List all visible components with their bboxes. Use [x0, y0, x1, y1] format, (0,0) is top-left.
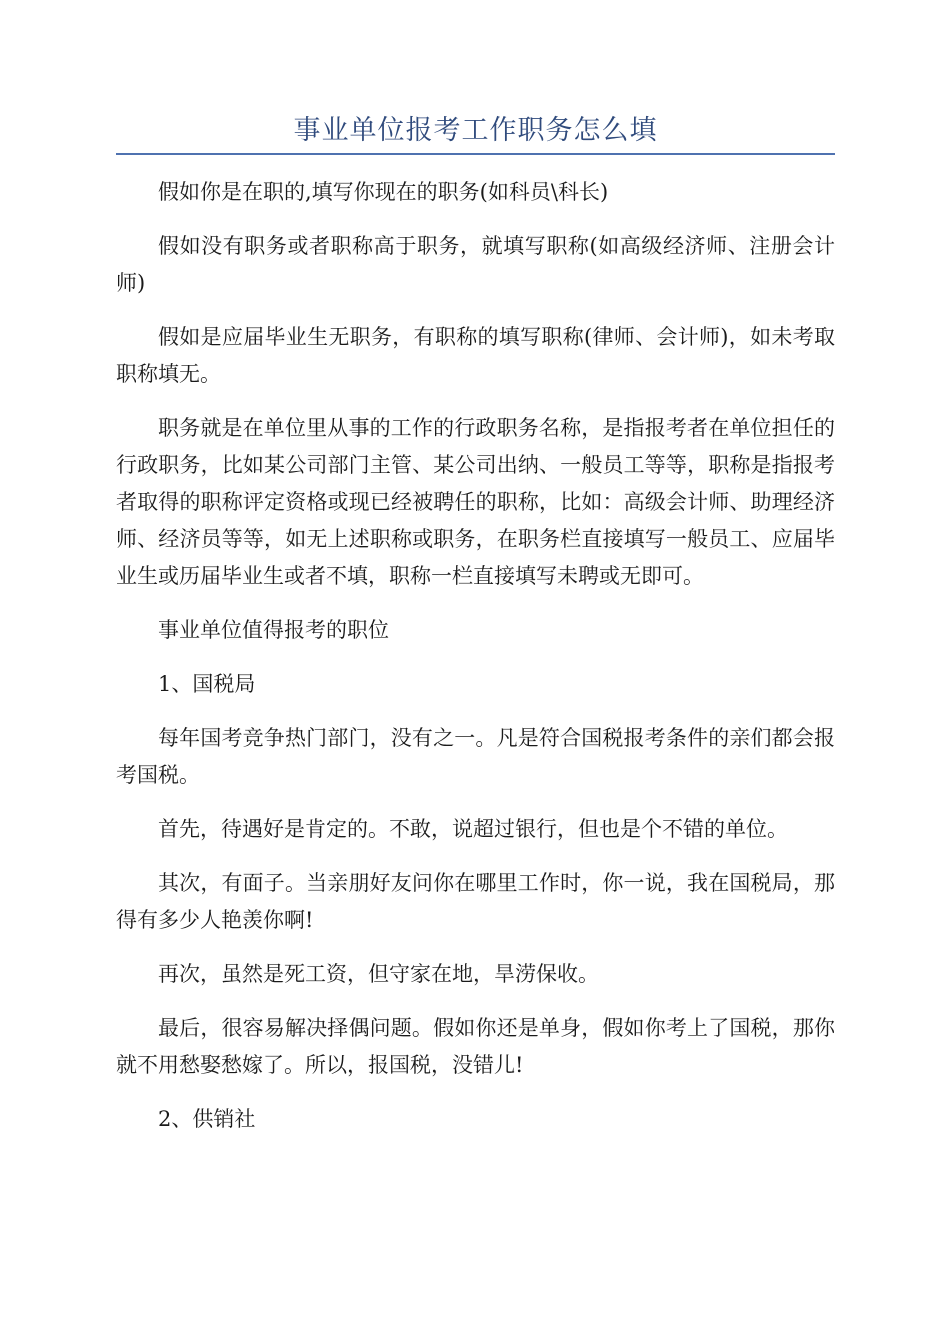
list-heading: 2、供销社 — [158, 1107, 256, 1131]
paragraph: 首先，待遇好是肯定的。不敢，说超过银行，但也是个不错的单位。 — [158, 817, 788, 841]
title-underline — [116, 153, 835, 155]
paragraph: 职务就是在单位里从事的工作的行政职务名称，是指报考者在单位担任的行政职务，比如某公司部门主管、某公司出纳、一般员工等等，职称是指报考者取得的职称评定资格或现已经被聘任的职称，比如：高级会计师、助理经济师、经济员等等，如无上述职称或职务，在职务栏直接填写一般员工、应届毕业生或历届毕业生或者不填，职称一栏直接填写未聘或无即可。 — [116, 416, 835, 588]
list-heading: 1、国税局 — [158, 672, 256, 696]
paragraph: 假如没有职务或者职称高于职务，就填写职称(如高级经济师、注册会计师) — [116, 234, 835, 295]
paragraph: 其次，有面子。当亲朋好友问你在哪里工作时，你一说，我在国税局，那得有多少人艳羡你啊! — [116, 871, 835, 932]
paragraph: 假如你是在职的,填写你现在的职务(如科员\科长) — [158, 180, 609, 204]
paragraph: 再次，虽然是死工资，但守家在地，旱涝保收。 — [158, 962, 599, 986]
paragraph: 每年国考竞争热门部门，没有之一。凡是符合国税报考条件的亲们都会报考国税。 — [116, 726, 835, 787]
paragraph: 最后，很容易解决择偶问题。假如你还是单身，假如你考上了国税，那你就不用愁娶愁嫁了。所以，报国税，没错儿! — [116, 1016, 835, 1077]
section-heading: 事业单位值得报考的职位 — [158, 618, 389, 642]
document-body — [116, 174, 835, 1155]
document-title: 事业单位报考工作职务怎么填 — [293, 115, 658, 146]
paragraph: 假如是应届毕业生无职务，有职称的填写职称(律师、会计师)，如未考取职称填无。 — [116, 325, 835, 386]
